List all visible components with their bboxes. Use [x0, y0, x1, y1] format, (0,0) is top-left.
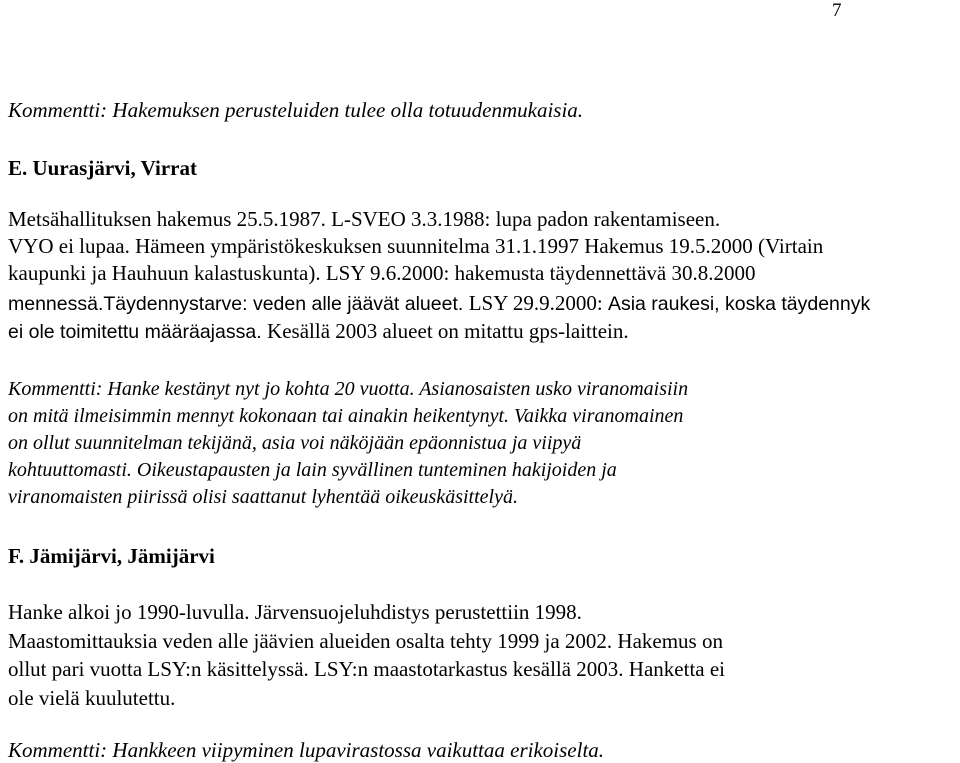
section-e-line-4-part-2: LSY 29.9.2000:	[468, 291, 608, 315]
section-e-line-5-part-1: ei ole toimitettu määräajassa.	[8, 321, 268, 343]
section-f-line-4: ole vielä kuulutettu.	[8, 685, 176, 710]
comment-uurasjarvi-line-3: on ollut suunnitelman tekijänä, asia voi näköjään epäonnistua ja viipyä	[8, 432, 582, 454]
comment-uurasjarvi-line-1: Kommentti: Hanke kestänyt nyt jo kohta 20 vuotta. Asianosaisten usko viranomaisiin	[8, 378, 689, 400]
section-e-line-4	[8, 290, 870, 318]
comment-uurasjarvi	[8, 376, 688, 511]
section-f-line-1: Hanke alkoi jo 1990-luvulla. Järvensuojeluhdistys perustettiin 1998.	[8, 600, 582, 624]
section-e-body-continued	[8, 290, 870, 346]
section-e-line-1: Metsähallituksen hakemus 25.5.1987. L-SVEO 3.3.1988: lupa padon rakentamiseen.	[8, 207, 721, 231]
section-e-line-2: VYO ei lupaa. Hämeen ympäristökeskuksen suunnitelma 31.1.1997 Hakemus 19.5.2000 (Virtain	[8, 234, 824, 258]
section-f-body	[8, 598, 725, 712]
comment-uurasjarvi-line-4: kohtuuttomasti. Oikeustapausten ja lain syvällinen tunteminen hakijoiden ja	[8, 459, 617, 481]
section-e-line-3: kaupunki ja Hauhuun kalastuskunta). LSY 9.6.2000: hakemusta täydennettävä 30.8.2000	[8, 261, 756, 285]
section-e-line-4-part-1: mennessä.Täydennystarve: veden alle jäävät alueet.	[8, 293, 469, 315]
section-heading-uurasjarvi: E. Uurasjärvi, Virrat	[8, 156, 197, 180]
section-heading-jamijarvi: F. Jämijärvi, Jämijärvi	[8, 544, 215, 568]
comment-jamijarvi: Kommentti: Hankkeen viipyminen lupavirastossa vaikuttaa erikoiselta.	[8, 738, 605, 762]
section-e-line-5	[8, 318, 870, 346]
section-e-body	[8, 206, 823, 287]
comment-uurasjarvi-line-5: viranomaisten piirissä olisi saattanut lyhentää oikeuskäsittelyä.	[8, 486, 518, 508]
section-e-line-4-part-3: Asia raukesi, koska täydennyk	[607, 293, 871, 315]
section-f-line-3: ollut pari vuotta LSY:n käsittelyssä. LSY:n maastotarkastus kesällä 2003. Hanketta ei	[8, 657, 726, 681]
section-e-line-5-part-2: Kesällä 2003 alueet on mitattu gps-laittein.	[267, 319, 629, 343]
comment-hakemuksen-perustelut: Kommentti: Hakemuksen perusteluiden tulee olla totuudenmukaisia.	[8, 98, 584, 122]
section-f-line-2: Maastomittauksia veden alle jäävien alueiden osalta tehty 1999 ja 2002. Hakemus on	[8, 628, 723, 653]
page-number: 7	[832, 0, 842, 21]
comment-uurasjarvi-line-2: on mitä ilmeisimmin mennyt kokonaan tai ainakin heikentynyt. Vaikka viranomainen	[8, 405, 684, 427]
